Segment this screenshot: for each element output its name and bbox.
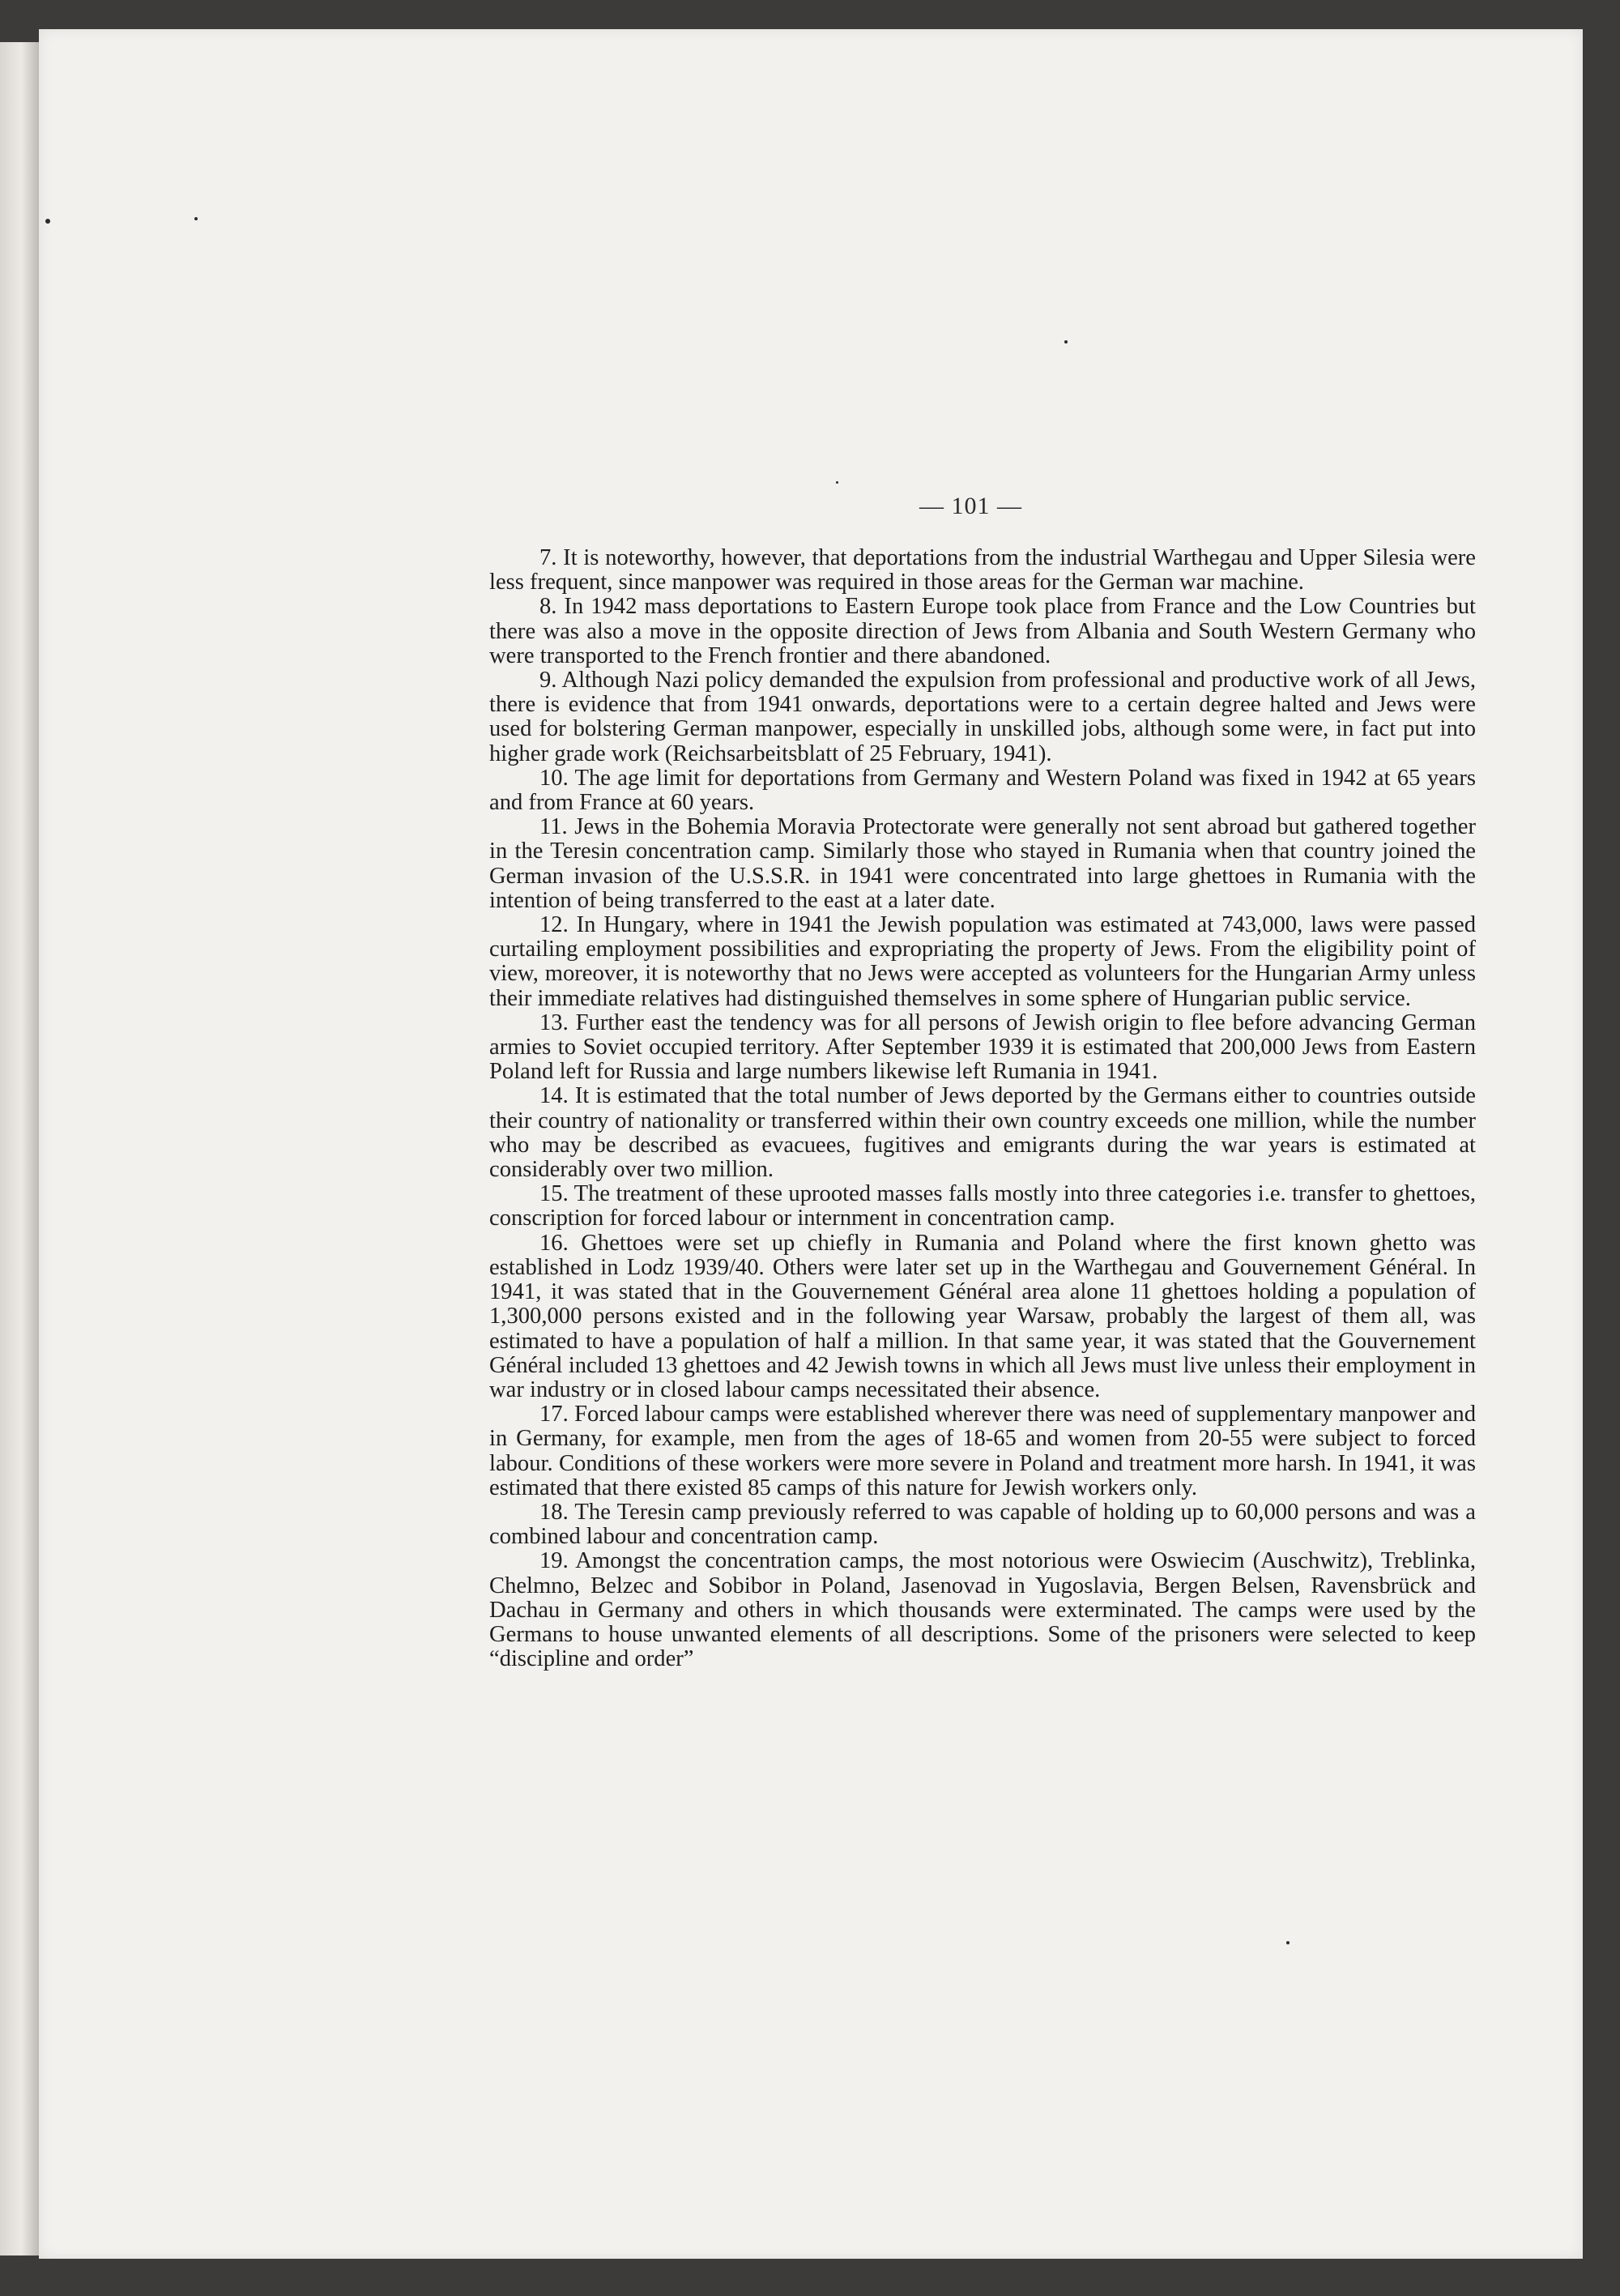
page-number: — 101 —: [919, 493, 1022, 519]
scan-speck: [1286, 1941, 1290, 1944]
paragraph-10: 10. The age limit for deportations from Germany and Western Poland was fixed in 1942 at 65 years and from France at 60 years.: [489, 765, 1476, 816]
previous-page-edge: [0, 42, 39, 2255]
scan-speck: [836, 481, 838, 484]
scan-speck: [45, 219, 50, 224]
paragraph-7: 7. It is noteworthy, however, that deportations from the industrial Warthegau and Upper Silesia were less frequent, since manpower was required in those areas for the German war machine.: [489, 545, 1476, 595]
paragraph-18: 18. The Teresin camp previously referred to was capable of holding up to 60,000 persons and was a combined labour and concentration camp.: [489, 1499, 1476, 1550]
scan-speck: [1064, 340, 1068, 344]
paragraph-13: 13. Further east the tendency was for all persons of Jewish origin to flee before advancing German armies to Soviet occupied territory. After September 1939 it is estimated that 200,000 Jews from Eastern Poland left for Russia and large numbers likewise left Rumania in 1941.: [489, 1009, 1476, 1085]
paragraph-19: 19. Amongst the concentration camps, the most notorious were Oswiecim (Auschwitz), Treblinka, Chelmno, Belzec and Sobibor in Poland, Jasenovad in Yugoslavia, Bergen Belsen, Ravensbrück and Dachau in Germany and others in which thousands were exterminated. The camps were used by the Germans to house unwanted elements of all descriptions. Some of the prisoners were selected to keep “discipline and order”: [489, 1548, 1476, 1672]
body-text: [489, 546, 1476, 1671]
paragraph-16: 16. Ghettoes were set up chiefly in Rumania and Poland where the first known ghetto was established in Lodz 1939/40. Others were later set up in the Warthegau and Gouvernement Général. In 1941, it was stated that in the Gouvernement Général area alone 11 ghettoes holding a population of 1,300,000 persons existed and in the following year Warsaw, probably the largest of them all, was estimated to have a population of half a million. In that same year, it was stated that the Gouvernement Général included 13 ghettoes and 42 Jewish towns in which all Jews must live unless their employment in war industry or in closed labour camps necessitated their absence.: [489, 1230, 1476, 1402]
scan-speck: [194, 217, 198, 220]
paragraph-12: 12. In Hungary, where in 1941 the Jewish population was estimated at 743,000, laws were passed curtailing employment possibilities and expropriating the property of Jews. From the eligibility point of view, moreover, it is noteworthy that no Jews were accepted as volunteers for the Hungarian Army unless their immediate relatives had distinguished themselves in some sphere of Hungarian public service.: [489, 912, 1476, 1011]
paragraph-9: 9. Although Nazi policy demanded the expulsion from professional and productive work of all Jews, there is evidence that from 1941 onwards, deportations were to a certain degree halted and Jews were used for bolstering German manpower, especially in unskilled jobs, although some were, in fact put into higher grade work (Reichsarbeitsblatt of 25 February, 1941).: [489, 668, 1476, 766]
paragraph-8: 8. In 1942 mass deportations to Eastern Europe took place from France and the Low Countries but there was also a move in the opposite direction of Jews from Albania and South Western Germany who were transported to the French frontier and there abandoned.: [489, 594, 1476, 668]
paragraph-15: 15. The treatment of these uprooted masses falls mostly into three categories i.e. transfer to ghettoes, conscription for forced labour or internment in concentration camp.: [489, 1181, 1476, 1231]
paragraph-14: 14. It is estimated that the total number of Jews deported by the Germans either to countries outside their country of nationality or transferred within their own country exceeds one million, while the number who may be described as evacuees, fugitives and emigrants during the war years is estimated at considerably over two million.: [489, 1083, 1476, 1183]
paragraph-17: 17. Forced labour camps were established wherever there was need of supplementary manpower and in Germany, for example, men from the ages of 18-65 and women from 20-55 were subject to forced labour. Conditions of these workers were more severe in Poland and treatment more harsh. In 1941, it was estimated that there existed 85 camps of this nature for Jewish workers only.: [489, 1402, 1476, 1500]
paragraph-11: 11. Jews in the Bohemia Moravia Protectorate were generally not sent abroad but gathered together in the Teresin concentration camp. Similarly those who stayed in Rumania when that country joined the German invasion of the U.S.S.R. in 1941 were concentrated into large ghettoes in Rumania with the intention of being transferred to the east at a later date.: [489, 814, 1476, 913]
